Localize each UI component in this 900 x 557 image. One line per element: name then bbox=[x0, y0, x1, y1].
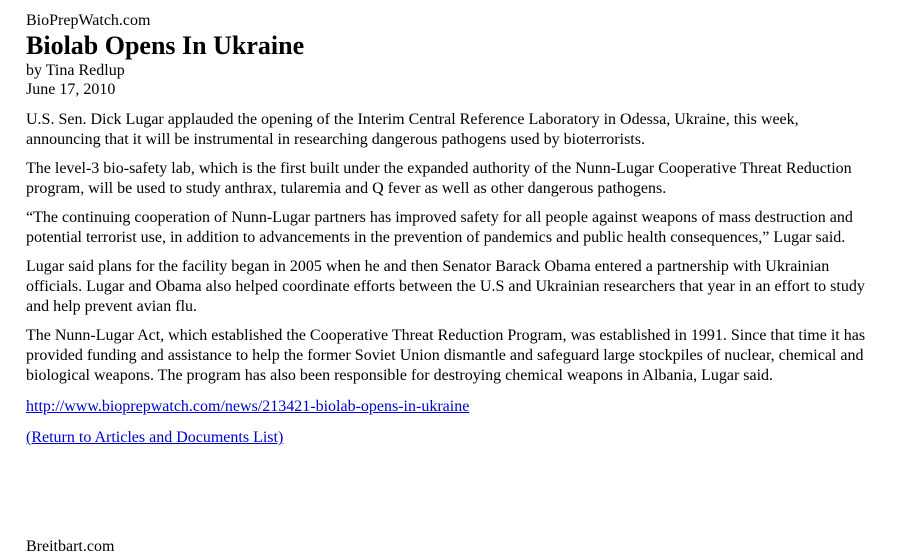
paragraph: The Nunn-Lugar Act, which established the Cooperative Threat Reduction Program, was established in 1991. Since that time it has provided funding and assistance to help the former Soviet Union dismantle and safeguard large stockpiles of nuclear, chemical and biological weapons. The program has also been responsible for destroying chemical weapons in Albania, Lugar said. bbox=[26, 327, 866, 384]
article bbox=[26, 11, 876, 448]
byline: by Tina Redlup bbox=[26, 62, 125, 79]
paragraph: Lugar said plans for the facility began in 2005 when he and then Senator Barack Obama entered a partnership with Ukrainian officials. Lugar and Obama also helped coordinate efforts between the U.S and Ukrainian researchers that year in an effort to study and help prevent avian flu. bbox=[26, 258, 865, 315]
paragraph: U.S. Sen. Dick Lugar applauded the opening of the Interim Central Reference Laboratory in Odessa, Ukraine, this week, announcing that it will be instrumental in researching dangerous pathogens used by bioterrorists. bbox=[26, 111, 799, 148]
publish-date: June 17, 2010 bbox=[26, 81, 116, 98]
paragraph: The level-3 bio-safety lab, which is the first built under the expanded authority of the Nunn-Lugar Cooperative Threat Reduction program, will be used to study anthrax, tularemia and Q fever as well as other dangerous pathogens. bbox=[26, 160, 852, 197]
return-to-list-link[interactable]: (Return to Articles and Documents List) bbox=[26, 429, 284, 446]
source-article-link[interactable]: http://www.bioprepwatch.com/news/213421-biolab-opens-in-ukraine bbox=[26, 398, 470, 415]
site-name: BioPrepWatch.com bbox=[26, 12, 151, 29]
paragraph: “The continuing cooperation of Nunn-Lugar partners has improved safety for all people against weapons of mass destruction and potential terrorist use, in addition to advancements in the prevention of pandemics and public health consequences,” Lugar said. bbox=[26, 209, 853, 246]
article-title: Biolab Opens In Ukraine bbox=[26, 31, 305, 60]
next-section-site-name: Breitbart.com bbox=[26, 538, 115, 555]
